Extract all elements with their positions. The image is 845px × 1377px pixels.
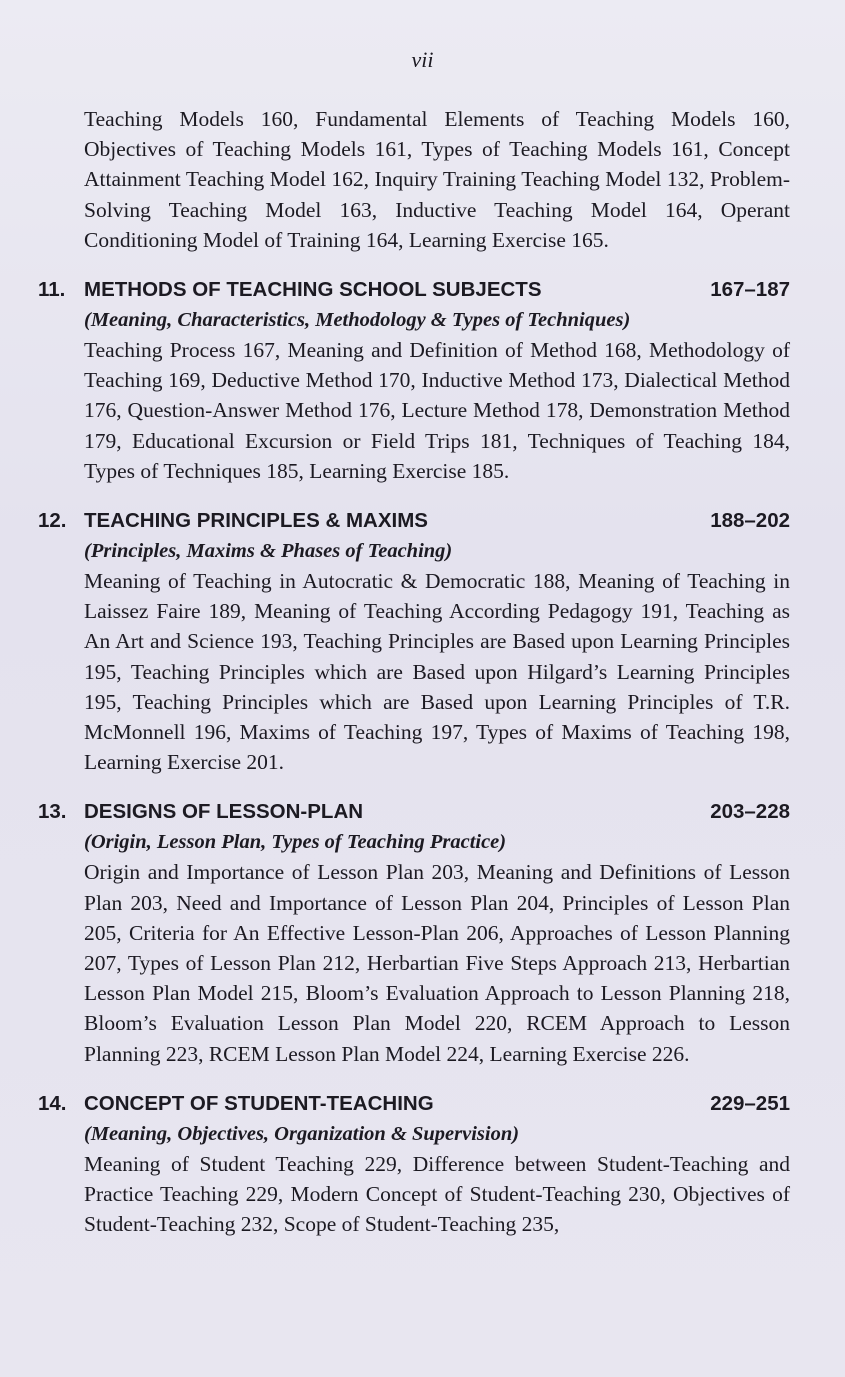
chapter-12 xyxy=(38,506,790,777)
chapter-heading xyxy=(38,797,790,827)
chapter-number: 12. xyxy=(38,509,67,533)
chapter-page-range: 203–228 xyxy=(710,800,790,824)
chapter-11 xyxy=(38,275,790,486)
chapter-page-range: 167–187 xyxy=(710,278,790,302)
chapter-subtitle: (Meaning, Objectives, Organization & Supervision) xyxy=(84,1122,520,1145)
chapter-contents: Meaning of Student Teaching 229, Difference between Student-Teaching and Practice Teaching 229, Modern Concept of Student-Teaching 230, Objectives of Student-Teaching 232, Scope of Student-Teaching 235, xyxy=(84,1151,790,1237)
chapter-title: METHODS OF TEACHING SCHOOL SUBJECTS xyxy=(84,278,542,302)
chapter-subtitle: (Origin, Lesson Plan, Types of Teaching Practice) xyxy=(84,831,507,854)
chapter-heading xyxy=(38,1089,790,1119)
table-of-contents xyxy=(38,104,790,1239)
chapter-heading xyxy=(38,275,790,305)
chapter-number: 14. xyxy=(38,1091,67,1115)
chapter-14 xyxy=(38,1089,790,1240)
chapter-13 xyxy=(38,797,790,1068)
intro-paragraph: Teaching Models 160, Fundamental Elements of Teaching Models 160, Objectives of Teaching Models 161, Types of Teaching Models 161, Concept Attainment Teaching Model 162, Inquiry Training Teaching Model 132, Problem-Solving Teaching Model 163, Inductive Teaching Model 164, Operant Conditioning Model of Training 164, Learning Exercise 165. xyxy=(84,107,790,252)
chapter-title: CONCEPT OF STUDENT-TEACHING xyxy=(84,1091,434,1115)
chapter-page-range: 229–251 xyxy=(710,1091,790,1115)
chapter-page-range: 188–202 xyxy=(710,509,790,533)
chapter-number: 13. xyxy=(38,800,67,824)
chapter-number: 11. xyxy=(38,278,66,302)
chapter-subtitle: (Meaning, Characteristics, Methodology & Types of Techniques) xyxy=(84,309,631,332)
chapter-title: DESIGNS OF LESSON-PLAN xyxy=(84,800,364,824)
chapter-heading xyxy=(38,506,790,536)
chapter-subtitle: (Principles, Maxims & Phases of Teaching) xyxy=(84,540,453,563)
chapter-contents: Teaching Process 167, Meaning and Definition of Method 168, Methodology of Teaching 169, Deductive Method 170, Inductive Method 173, Dialectical Method 176, Question-Answer Method 176, Lecture Method 178, Demonstration Method 179, Educational Excursion or Field Trips 181, Techniques of Teaching 184, Types of Techniques 185, Learning Exercise 185. xyxy=(84,338,790,483)
page-number: vii xyxy=(411,47,434,72)
chapter-contents: Meaning of Teaching in Autocratic & Democratic 188, Meaning of Teaching in Laissez Faire 189, Meaning of Teaching According Pedagogy 191, Teaching as An Art and Science 193, Teaching Principles are Based upon Learning Principles 195, Teaching Principles which are Based upon Hilgard’s Learning Principles 195, Teaching Principles which are Based upon Learning Principles of T.R. McMonnell 196, Maxims of Teaching 197, Types of Maxims of Teaching 198, Learning Exercise 201. xyxy=(84,569,790,775)
chapter-contents: Origin and Importance of Lesson Plan 203, Meaning and Definitions of Lesson Plan 203, Need and Importance of Lesson Plan 204, Principles of Lesson Plan 205, Criteria for An Effective Lesson-Plan 206, Approaches of Lesson Planning 207, Types of Lesson Plan 212, Herbartian Five Steps Approach 213, Herbartian Lesson Plan Model 215, Bloom’s Evaluation Approach to Lesson Planning 218, Bloom’s Evaluation Lesson Plan Model 220, RCEM Approach to Lesson Planning 223, RCEM Lesson Plan Model 224, Learning Exercise 226. xyxy=(84,860,790,1066)
chapter-title: TEACHING PRINCIPLES & MAXIMS xyxy=(84,509,428,533)
